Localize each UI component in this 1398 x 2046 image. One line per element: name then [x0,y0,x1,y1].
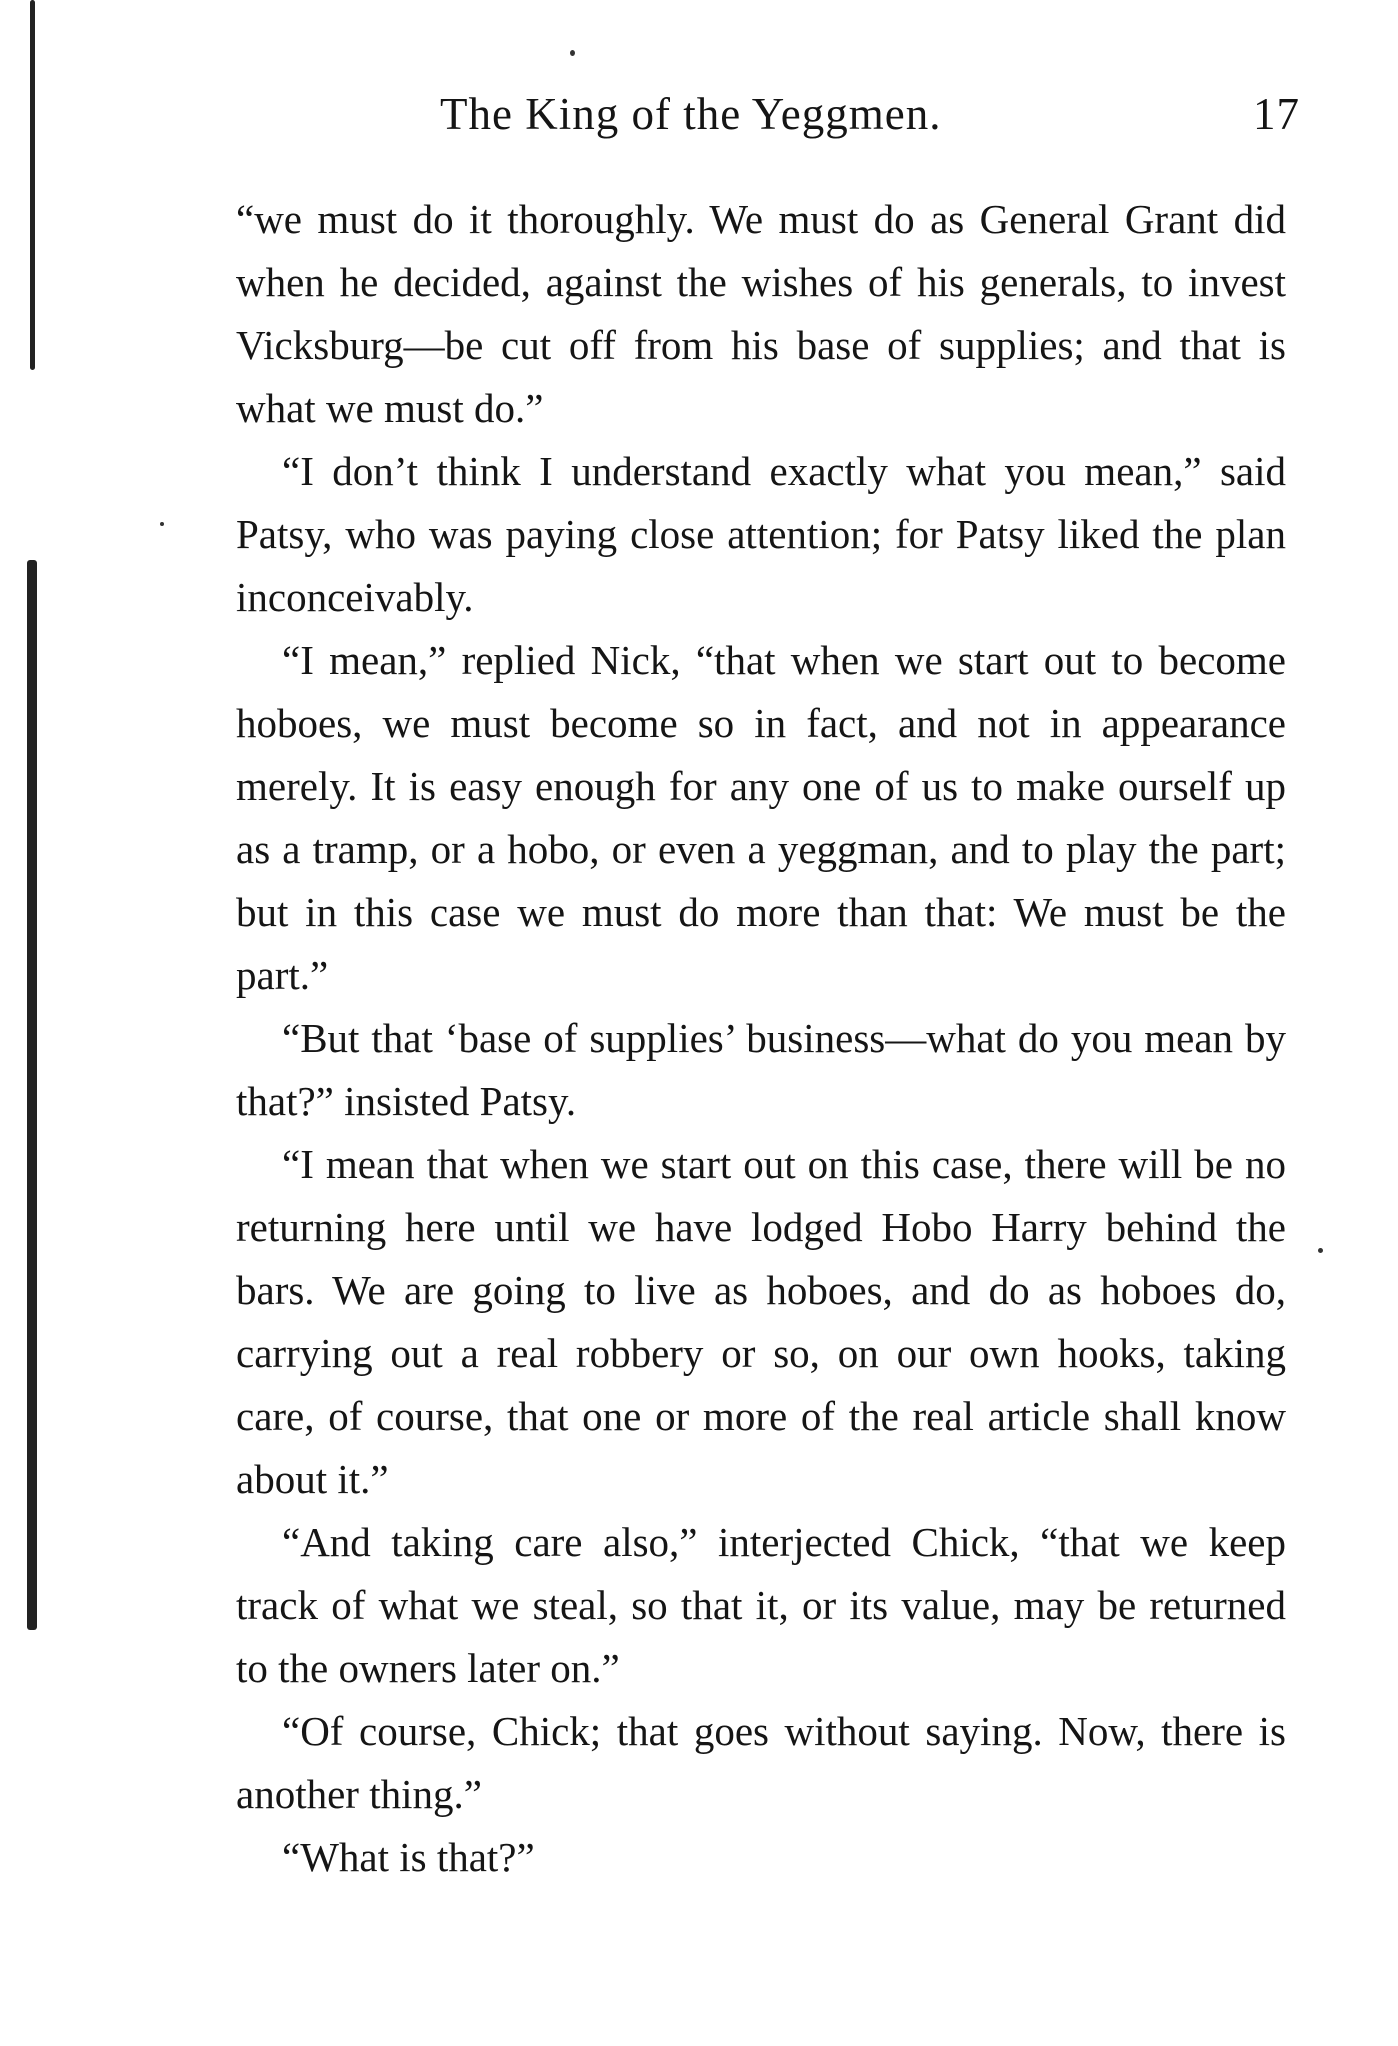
paragraph: “But that ‘base of supplies’ business—what do you mean by that?” insisted Patsy. [236,1015,1286,1124]
binding-shadow-top [30,0,35,370]
body-text [236,188,1286,1889]
paragraph: “I don’t think I understand exactly what you mean,” said Patsy, who was paying close attention; for Patsy liked the plan inconceivably. [236,448,1286,620]
paragraph: “we must do it thoroughly. We must do as General Grant did when he decided, against the wishes of his generals, to invest Vicksburg—be cut off from his base of supplies; and that is what we must do.” [236,196,1286,431]
paragraph: “I mean,” replied Nick, “that when we start out to become hoboes, we must become so in fact, and not in appearance merely. It is easy enough for any one of us to make ourself up as a tramp, or a hobo, or even a yeggman, and to play the part; but in this case we must do more than that: We must be the part.” [236,637,1286,998]
paragraph: “And taking care also,” interjected Chick, “that we keep track of what we steal, so that it, or its value, may be returned to the owners later on.” [236,1519,1286,1691]
running-title: The King of the Yeggmen. [440,89,942,139]
page-number: 17 [1253,89,1300,139]
scan-speck [160,522,164,526]
paragraph: “Of course, Chick; that goes without saying. Now, there is another thing.” [236,1708,1286,1817]
scan-speck [1318,1248,1323,1253]
scan-speck [570,50,575,56]
paragraph: “What is that?” [282,1834,535,1880]
paragraph: “I mean that when we start out on this case, there will be no returning here until we have lodged Hobo Harry behind the bars. We are going to live as hoboes, and do as hoboes do, carrying out a real robbery or so, on our own hooks, taking care, of course, that one or more of the real article shall know about it.” [236,1141,1286,1502]
binding-shadow-bottom [27,560,37,1630]
running-header [440,88,1300,158]
